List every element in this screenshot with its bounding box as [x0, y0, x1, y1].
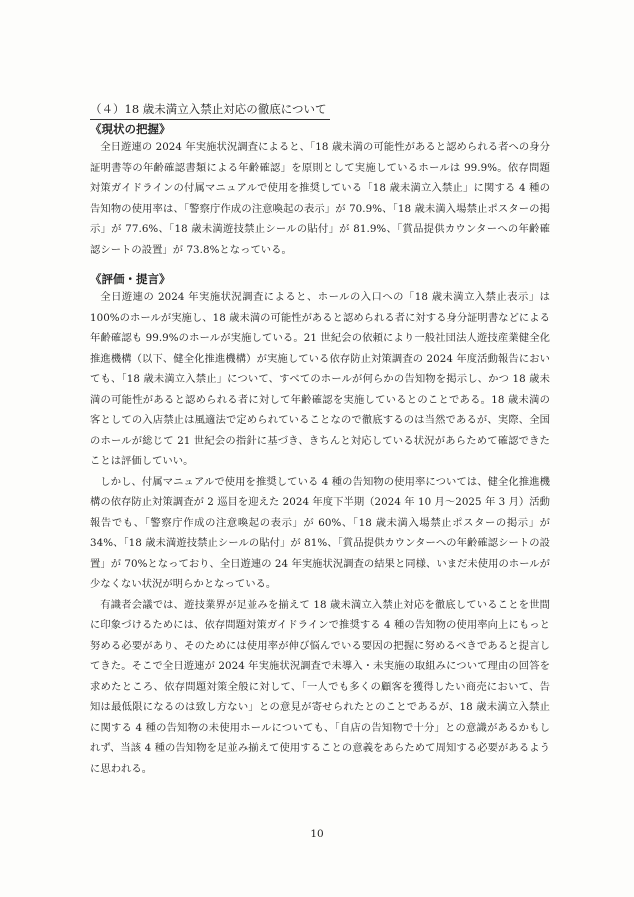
- section-title: （４）18 歳未満立入禁止対応の徹底について: [90, 101, 330, 120]
- evaluation-paragraph-3: 有識者会議では、遊技業界が足並みを揃えて 18 歳未満立入禁止対応を徹底していることを世間に印象づけるためには、依存問題対策ガイドラインで推奨する 4 種の告知物の使用率向上にもっと努める必要があり、そのためには使用率が伸び悩んでいる要因の把握に努めるべきであると提言してきた。そこで全日遊連が 2024 年実施状況調査で未導入・未実施の取組みについて理由の回答を求めたところ、依存問題対策全般に対して、「一人でも多くの顧客を獲得したい商売において、告知は最低限になるのは致し方ない」との意見が寄せられたとのことであるが、18 歳未満立入禁止に関する 4 種の告知物の未使用ホールについても、「自店の告知物で十分」との意識があるかもしれず、当該 4 種の告知物を足並み揃えて使用することの意義をあらためて周知する必要があるように思われる。: [90, 598, 550, 775]
- current-state-heading: 《現状の把握》: [90, 122, 171, 136]
- current-state-body: [90, 137, 550, 260]
- evaluation-paragraph-1: 全日遊連の 2024 年実施状況調査によると、ホールの入口への「18 歳未満立入禁止表示」は 100%のホールが実施し、18 歳未満の可能性があると認められる者に対する身分証明書などによる年齢確認も 99.9%のホールが実施している。21 世紀会の依頼により一般社団法人遊技産業健全化推進機構（以下、健全化推進機構）が実施している依存防止対策調査の 2024 年度活動報告においても、「18 歳未満立入禁止」について、すべてのホールが何らかの告知物を掲示し、かつ 18 歳未満の可能性があると認められる者に対して年齢確認を実施しているとのことである。18 歳未満の客としての入店禁止は風適法で定められていることなので徹底するのは当然であるが、実際、全国のホールが総じて 21 世紀会の指針に基づき、きちんと対応している状況があらためて確認できたことは評価していい。: [90, 291, 550, 467]
- evaluation-body: [90, 287, 550, 779]
- evaluation-paragraph-2: しかし、付属マニュアルで使用を推奨している 4 種の告知物の使用率については、健全化推進機構の依存防止対策調査が 2 巡目を迎えた 2024 年度下半期（2024 年 10 月～2025 年 3 月）活動報告でも、「警察庁作成の注意喚起の表示」が 60%、「18 歳未満入場禁止ポスターの掲示」が 34%、「18 歳未満遊技禁止シールの貼付」が 81%、「賞品提供カウンターへの年齢確認シートの設置」が 70%となっており、全日遊連の 24 年実施状況調査の結果と同様、いまだ未使用のホールが少なくない状況が明らかとなっている。: [90, 475, 550, 590]
- page-number: 10: [310, 828, 324, 840]
- evaluation-heading: 《評価・提言》: [90, 272, 171, 286]
- current-state-paragraph: 全日遊連の 2024 年実施状況調査によると、「18 歳未満の可能性があると認められる者への身分証明書等の年齢確認書類による年齢確認」を原則として実施しているホールは 99.9%。依存問題対策ガイドラインの付属マニュアルで使用を推奨している「18 歳未満立入禁止」に関する 4 種の告知物の使用率は、「警察庁作成の注意喚起の表示」が 70.9%、「18 歳未満入場禁止ポスターの掲示」が 77.6%、「18 歳未満遊技禁止シールの貼付」が 81.9%、「賞品提供カウンターへの年齢確認シートの設置」が 73.8%となっている。: [90, 141, 550, 256]
